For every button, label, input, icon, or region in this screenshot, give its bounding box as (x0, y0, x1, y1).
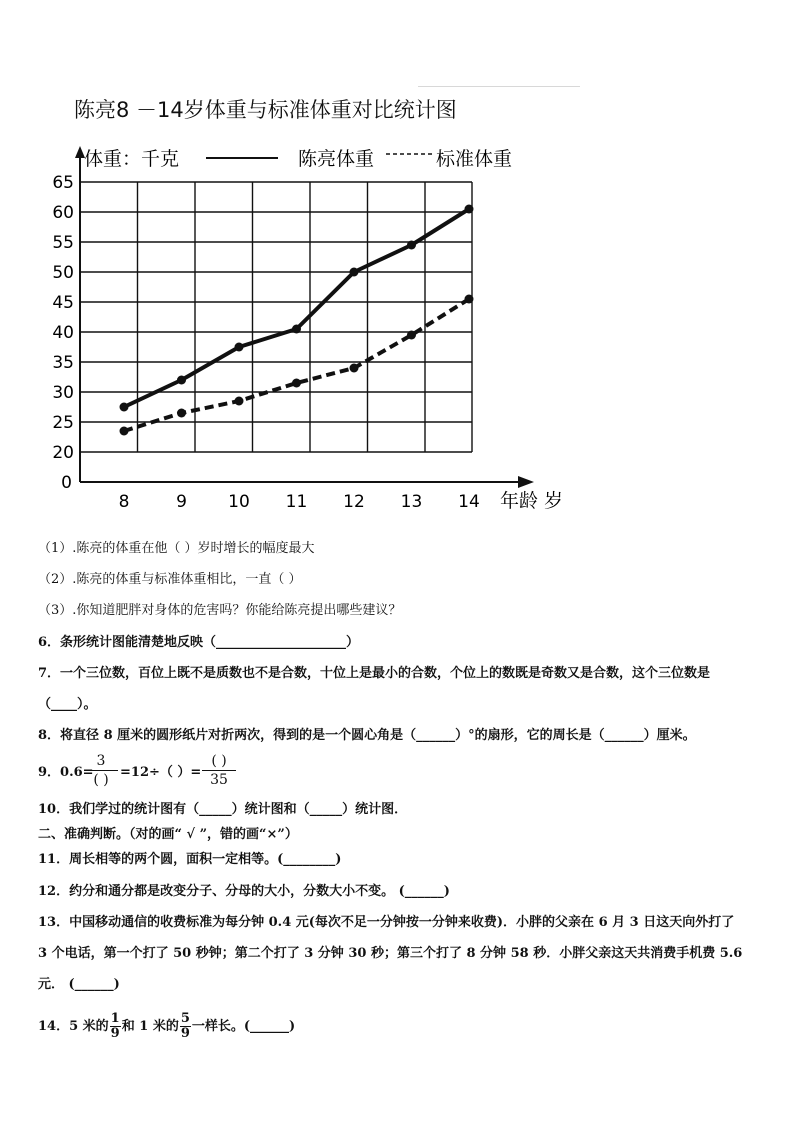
series-line-chenliang (124, 209, 469, 407)
fraction-numerator: 5 (180, 1011, 190, 1026)
question-12: 12．约分和通分都是改变分子、分母的大小，分数大小不变。 (______) (38, 884, 450, 899)
question-9-prefix: 9．0.6= (38, 765, 94, 780)
q14-text-c: 一样长。(______) (191, 1019, 296, 1034)
question-9-fraction-2 (202, 752, 236, 789)
question-7-line2: （____）。 (38, 697, 97, 712)
question-13-line2: 3 个电话，第一个打了 50 秒钟；第二个打了 3 分钟 30 秒；第三个打了 8 分钟 58 秒．小胖父亲这天共消费手机费 5.6 (38, 946, 743, 961)
question-1-2: （2）.陈亮的体重与标准体重相比，一直（ ） (38, 572, 302, 587)
fraction-denominator: 9 (110, 1026, 120, 1041)
question-14 (38, 1012, 295, 1041)
x-tick-label: 11 (285, 492, 308, 512)
y-tick-label: 50 (52, 263, 74, 283)
q14-text-b: 和 1 米的 (121, 1019, 179, 1034)
header-rule (418, 86, 580, 87)
q14-fraction-2 (180, 1012, 191, 1041)
fraction-denominator: ( ) (93, 772, 109, 788)
y-tick-label: 35 (52, 353, 74, 373)
x-axis-label: 年龄 岁 (500, 490, 564, 512)
question-6: 6．条形统计图能清楚地反映（____________________） (38, 635, 360, 650)
y-origin-label: 0 (61, 473, 72, 493)
data-point-standard (350, 364, 359, 373)
x-tick-label: 9 (176, 492, 187, 512)
fraction-denominator: 35 (210, 772, 228, 788)
question-13-line3: 元． (______) (38, 977, 120, 992)
data-point-standard (407, 331, 416, 340)
question-7-line1: 7．一个三位数，百位上既不是质数也不是合数，十位上是最小的合数，个位上的数既是奇数又是合数，这个三位数是 (38, 666, 711, 681)
data-point-chenliang (235, 343, 244, 352)
y-tick-label: 60 (52, 203, 74, 223)
y-tick-label: 40 (52, 323, 74, 343)
data-point-chenliang (350, 268, 359, 277)
x-tick-label: 10 (228, 492, 250, 512)
data-point-chenliang (292, 325, 301, 334)
data-point-standard (235, 397, 244, 406)
y-tick-label: 25 (52, 413, 74, 433)
fraction-numerator: 1 (110, 1011, 120, 1026)
question-1-3: （3）.你知道肥胖对身体的危害吗？你能给陈亮提出哪些建议？ (38, 603, 402, 618)
fraction-numerator: 3 (84, 752, 118, 771)
data-point-standard (177, 409, 186, 418)
question-9-middle: =12÷（ ）= (120, 765, 202, 780)
data-point-standard (120, 427, 129, 436)
plot-area (52, 146, 563, 512)
question-8: 8．将直径 8 厘米的圆形纸片对折两次，得到的是一个圆心角是（______）°的扇形，它的周长是（______）厘米。 (38, 728, 696, 743)
question-1-1: （1）.陈亮的体重在他（ ）岁时增长的幅度最大 (38, 541, 315, 556)
q14-fraction-1 (110, 1012, 121, 1041)
weight-line-chart (40, 140, 580, 520)
data-point-chenliang (120, 403, 129, 412)
section-2-heading: 二、准确判断。（对的画“ √ ”，错的画“×”） (38, 827, 298, 842)
legend-label-chenliang: 陈亮体重 (298, 148, 375, 170)
q14-text-a: 14．5 米的 (38, 1019, 109, 1034)
question-11: 11．周长相等的两个圆，面积一定相等。(________) (38, 852, 342, 867)
data-point-standard (465, 295, 474, 304)
y-tick-label: 20 (52, 443, 74, 463)
series-line-standard (124, 299, 469, 431)
question-13-line1: 13．中国移动通信的收费标准为每分钟 0.4 元(每次不足一分钟按一分钟来收费)．小胖的父亲在 6 月 3 日这天向外打了 (38, 915, 735, 930)
y-tick-label: 45 (52, 293, 74, 313)
x-axis-arrow-icon (518, 476, 534, 488)
data-point-standard (292, 379, 301, 388)
fraction-numerator: ( ) (202, 752, 236, 771)
y-tick-label: 55 (52, 233, 74, 253)
data-point-chenliang (465, 205, 474, 214)
x-tick-label: 8 (118, 492, 130, 512)
x-tick-label: 12 (343, 492, 365, 512)
legend-label-standard: 标准体重 (436, 148, 513, 170)
data-point-chenliang (177, 376, 186, 385)
x-tick-label: 14 (458, 492, 480, 512)
x-tick-label: 13 (400, 492, 423, 512)
question-9-fraction-1 (84, 752, 118, 789)
y-tick-label: 65 (52, 173, 74, 193)
chart-title: 陈亮8 －14岁体重与标准体重对比统计图 (74, 98, 457, 122)
question-10: 10．我们学过的统计图有（_____）统计图和（_____）统计图． (38, 802, 408, 817)
fraction-denominator: 9 (180, 1026, 190, 1041)
data-point-chenliang (407, 241, 416, 250)
y-axis-label: 体重：千克 (84, 148, 180, 170)
y-tick-label: 30 (52, 383, 74, 403)
